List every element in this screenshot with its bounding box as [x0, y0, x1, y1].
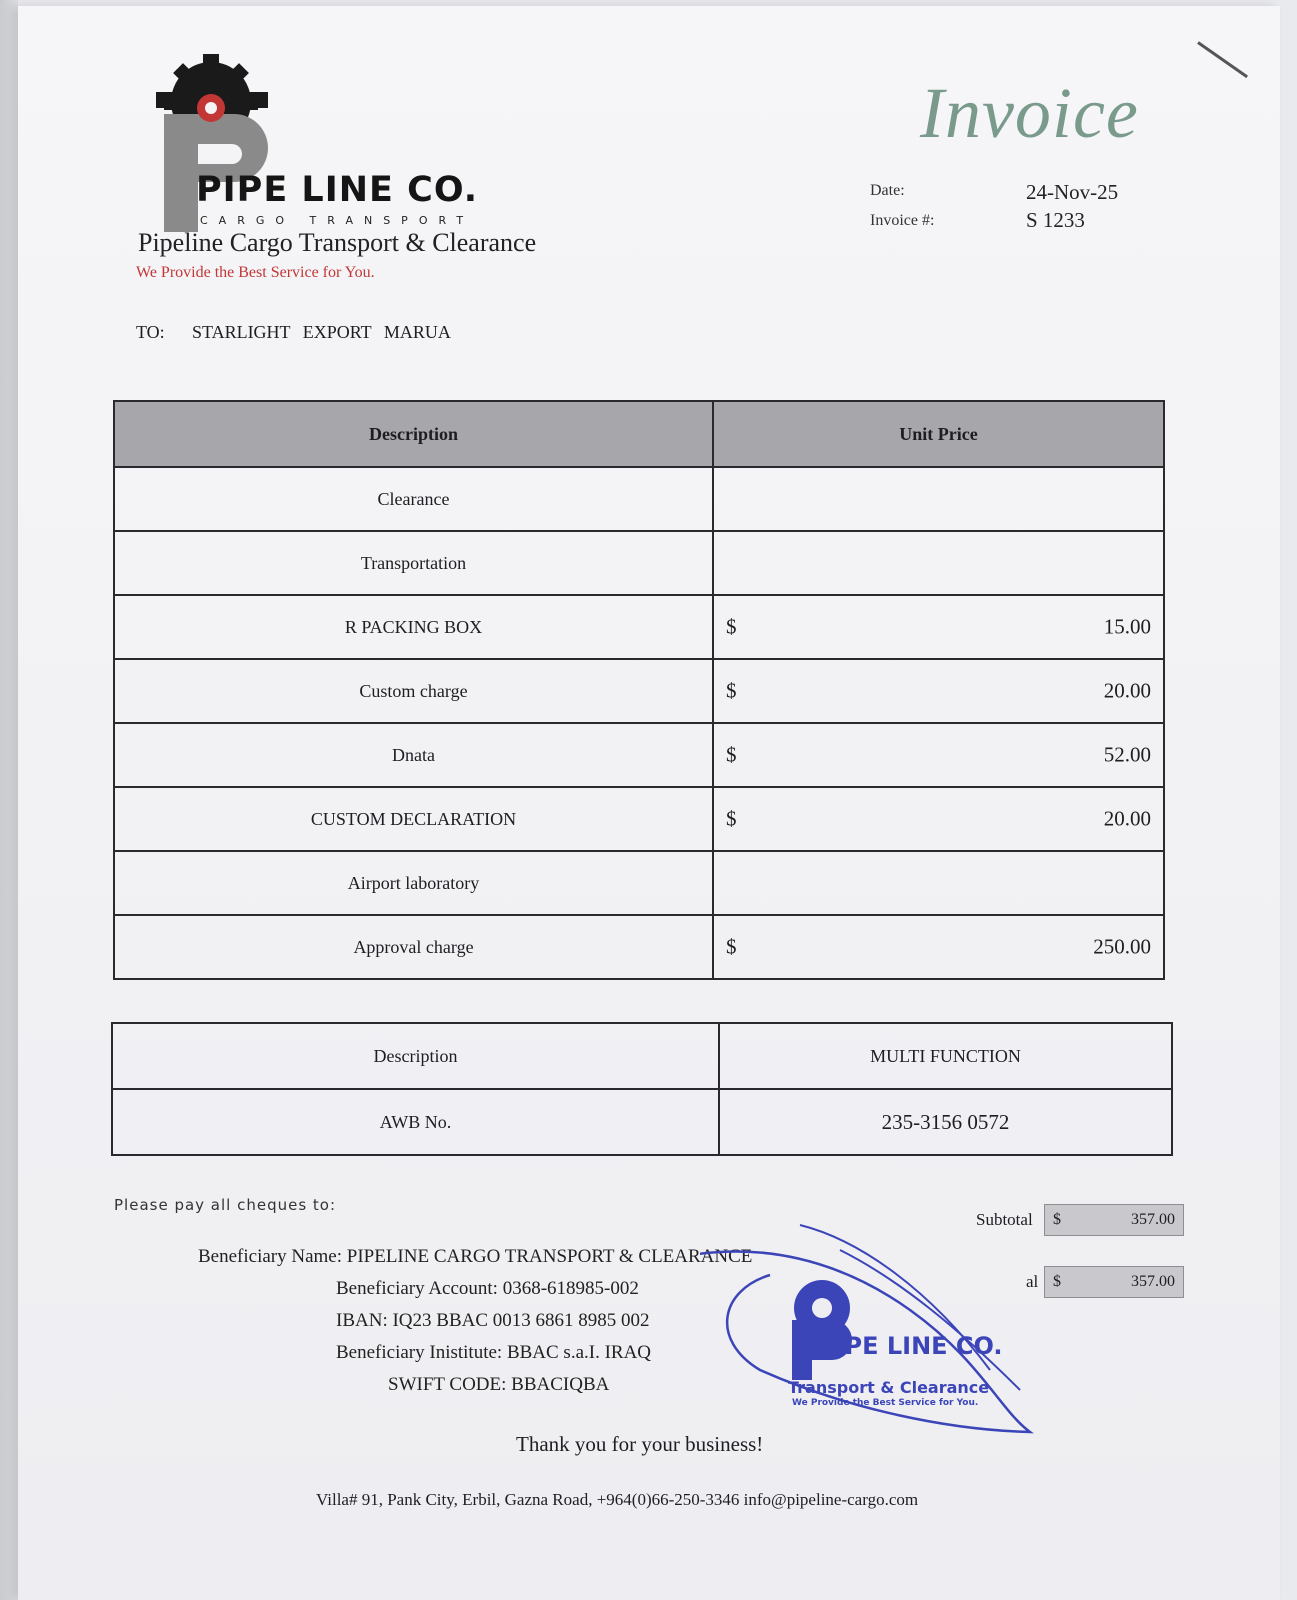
items-table [113, 400, 1165, 980]
total-value: 357.00 [1131, 1273, 1175, 1290]
item-amount: 20.00 [1103, 678, 1151, 703]
item-description: R PACKING BOX [114, 595, 713, 659]
item-description: Transportation [114, 531, 713, 595]
beneficiary-account: Beneficiary Account: 0368-618985-002 [336, 1278, 639, 1299]
item-price [713, 659, 1164, 723]
payment-label: Please pay all cheques to: [114, 1196, 337, 1214]
item-price [713, 787, 1164, 851]
item-row [114, 467, 1164, 531]
awb-number-label: AWB No. [112, 1089, 719, 1155]
awb-description-label: Description [112, 1023, 719, 1089]
item-description: Clearance [114, 467, 713, 531]
items-header-row [114, 401, 1164, 467]
item-row [114, 723, 1164, 787]
fold-mark [1197, 41, 1248, 78]
subtotal-currency: $ [1053, 1211, 1061, 1228]
item-currency: $ [726, 614, 737, 639]
date-label: Date: [870, 182, 905, 199]
item-currency: $ [726, 678, 737, 703]
item-price [713, 915, 1164, 979]
company-logo [156, 54, 516, 234]
beneficiary-institute: Beneficiary Inistitute: BBAC s.a.I. IRAQ [336, 1342, 652, 1363]
item-amount: 250.00 [1093, 934, 1151, 959]
item-row [114, 659, 1164, 723]
awb-number-row [112, 1089, 1172, 1155]
invoice-number-label: Invoice #: [870, 212, 935, 229]
item-currency: $ [726, 742, 737, 767]
item-description: Custom charge [114, 659, 713, 723]
awb-description-row [112, 1023, 1172, 1089]
item-price [713, 531, 1164, 595]
item-currency: $ [726, 806, 737, 831]
beneficiary-name: Beneficiary Name: PIPELINE CARGO TRANSPORT & CLEARANCE [198, 1246, 753, 1267]
item-price [713, 595, 1164, 659]
total-label: al [1026, 1272, 1039, 1291]
item-price [713, 723, 1164, 787]
item-row [114, 915, 1164, 979]
item-amount: 20.00 [1103, 806, 1151, 831]
logo-name: PIPE LINE CO. [196, 170, 479, 210]
awb-number-value: 235-3156 0572 [719, 1089, 1172, 1155]
logo-subtext: CARGO TRANSPORT [200, 214, 475, 227]
item-currency: $ [726, 934, 737, 959]
date-value: 24-Nov-25 [1026, 180, 1119, 204]
item-row [114, 531, 1164, 595]
subtotal-value: 357.00 [1131, 1211, 1175, 1228]
footer-contact: Villa# 91, Pank City, Erbil, Gazna Road, +964(0)66-250-3346 info@pipeline-cargo.com [316, 1490, 919, 1509]
stamp-name: PIPE LINE CO. [818, 1332, 1003, 1360]
item-description: Approval charge [114, 915, 713, 979]
iban: IBAN: IQ23 BBAC 0013 6861 8985 002 [336, 1310, 650, 1331]
stamp-subtitle: Transport & Clearance [788, 1378, 990, 1397]
item-row [114, 851, 1164, 915]
subtotal-label: Subtotal [976, 1210, 1033, 1229]
thank-you-note: Thank you for your business! [516, 1432, 764, 1456]
item-price [713, 467, 1164, 531]
item-description: CUSTOM DECLARATION [114, 787, 713, 851]
item-description: Airport laboratory [114, 851, 713, 915]
item-amount: 52.00 [1103, 742, 1151, 767]
item-row [114, 595, 1164, 659]
invoice-number-value: S 1233 [1026, 208, 1085, 232]
item-amount: 15.00 [1103, 614, 1151, 639]
unit-price-header: Unit Price [713, 401, 1164, 467]
company-name: Pipeline Cargo Transport & Clearance [138, 228, 537, 257]
company-stamp [700, 1220, 1060, 1450]
awb-description-value: MULTI FUNCTION [719, 1023, 1172, 1089]
stamp-tagline: We Provide the Best Service for You. [792, 1398, 979, 1408]
items-body [114, 467, 1164, 979]
tagline: We Provide the Best Service for You. [136, 264, 375, 281]
item-price [713, 851, 1164, 915]
item-row [114, 787, 1164, 851]
description-header: Description [114, 401, 713, 467]
recipient-name: STARLIGHT EXPORT MARUA [192, 322, 451, 342]
subtotal-cell [1044, 1204, 1184, 1236]
swift-code: SWIFT CODE: BBACIQBA [388, 1374, 610, 1395]
paper-stack-edge [0, 0, 18, 1600]
recipient-label: TO: [136, 322, 165, 342]
invoice-title: Invoice [920, 73, 1139, 153]
total-cell [1044, 1266, 1184, 1298]
item-description: Dnata [114, 723, 713, 787]
awb-table [111, 1022, 1173, 1156]
total-currency: $ [1053, 1273, 1061, 1290]
